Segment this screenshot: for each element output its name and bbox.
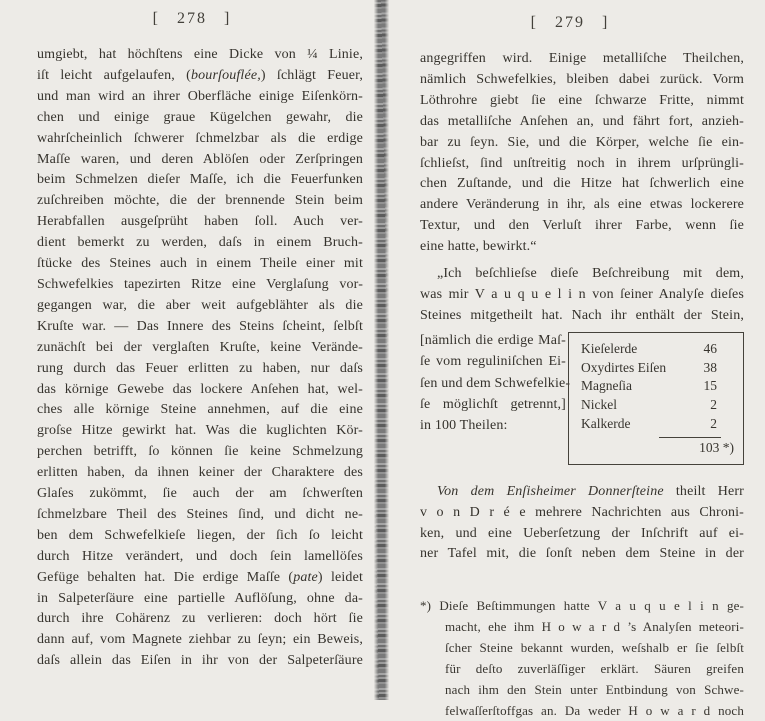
text-line: ſe vom reguliniſchen Ei- [420,354,566,370]
text-line: gegangen war, die aber weit aufgeblähter als die [37,297,363,313]
text-line: ner Tafel mit, die ſonſt neben dem Steine in der [420,546,744,562]
text-line: *) Dieſe Beſtimmungen hatte V a u q u e l i n ge- [420,598,744,614]
text-line: in 100 Theilen: [420,418,508,434]
left-page [37,8,363,696]
analysis-table [568,332,744,465]
text-line: erlitten haben, da ihnen keiner der Charaktere des [37,465,363,481]
text-line: ſe möglichſt getrennt,] [420,397,566,412]
text-line: ches alle körnige Steine annehmen, auf die eine [37,402,363,418]
text-line: groſse Hitze gewirkt hat. Was die kuglichten Kör- [37,423,363,439]
vauquelin-analysis-paragraph [420,264,744,327]
text-line: ſchmelzbare Theil des Steines ſind, und dicht ne- [37,506,363,522]
text-line: angegriffen wird. Einige metalliſche Theilchen, [420,51,744,66]
text-line: durch ihre Cohärenz zu verlieren: doch hört ſie [37,611,363,627]
text-line: das körnige Gewebe das lockere Anſehen hat, wel- [37,381,363,397]
text-line: für deſto zuverläſſiger erklärt. Säuren greifen [445,661,744,677]
text-line: Kruſte war. — Das Innere des Steins ſcheint, ſelbſt [37,318,363,334]
text-line: ſchlieſst, ſind unſtreitig noch in ihrem urſprüngli- [420,155,744,171]
text-line: dient bemerkt zu werden, daſs in einem Bruch- [37,235,363,251]
right-page-continuation-paragraph [420,49,744,258]
text-line: nämlich Schwefelkies, bleiben dabei zurück. Vorm [420,71,744,87]
text-line: chen Zuſtande, und die Hitze hat ſchwerlich eine [420,176,744,192]
text-line: macht, ehe ihm H o w a r d ’s Analyſen meteori- [445,619,744,635]
text-line: daſs allein das Eiſen in ihr von der Salpeterſäure [37,653,363,669]
table-row: Kieſelerde 46 [581,340,717,356]
analysis-section [420,330,744,465]
text-line: Von dem Enſisheimer Donnerſteine theilt Herr [437,483,744,499]
text-line: und man wird an ihrer Oberfläche einige Eiſenkörn- [37,88,363,104]
table-row: Kalkerde 2 [581,415,717,431]
text-line: nach ihm den Stein unter Entbindung von Schwe- [445,682,744,698]
text-line: Gefüge behalten hat. Die erdige Maſſe (pate) leidet [37,569,363,585]
text-line: ben dem Schwefelkieſe liegen, der ſich ſo leicht [37,527,363,543]
text-line: chen und einige graue Kügelchen gewahr, die [37,109,363,125]
text-line: perchen betrifft, ſo können ſie keine Schmelzung [37,444,363,460]
page-number-left: [ 278 ] [152,10,232,27]
book-gutter-shadow [374,0,389,700]
text-line: Schwefelkies tapezirten Ritze eine Verglaſung vor- [37,276,363,292]
text-line: rung durch das Feuer erlitten zu haben, nur daſs [37,360,363,376]
text-line: andere Veränderung in ihr, als eine etwas lockerere [420,197,744,213]
text-line: wahrſcheinlich ſchwerer ſchmelzbar als die erdige [37,130,363,146]
text-line: Löthrohre giebt ſie eine ſchwarze Fritte, nimmt [420,92,744,108]
text-line: eine hatte, bewirkt.“ [420,239,537,255]
text-line: ſtücke des Steines auch in einem Theile einer mit [37,256,363,272]
analysis-intro-text [420,330,571,437]
footnote [420,595,744,721]
text-line: zuſchreiben möchte, die der brennende Stein beim [37,193,363,209]
table-total: 103 *) [699,439,734,455]
analysis-table-rows [581,340,735,434]
text-line: „Ich beſchlieſse dieſe Beſchreibung mit dem, [437,266,744,282]
right-page [420,12,744,719]
table-row: Oxydirtes Eiſen 38 [581,359,717,375]
text-line: v o n D r é e mehrere Nachrichten aus Chroni- [420,504,744,520]
text-line: beim Schmelzen dieſer Maſſe, ich die Feuerfunken [37,172,363,188]
text-line: Steines mitgetheilt hat. Nach ihr enthält der Stein, [420,307,744,323]
table-row: Nickel 2 [581,397,717,413]
text-line: Glaſes zukömmt, ſie auch der am ſchwerſten [37,486,363,502]
text-line: [nämlich die erdige Maſ- [420,332,566,348]
text-line: ſcher Steine bekannt wurden, weſshalb er ſie ſelbſt [445,640,744,656]
text-line: Textur, und den Verluſt ihrer Farbe, wenn ſie [420,218,744,234]
text-line: Herabfallen ausgeſprüht haben ſoll. Auch ver- [37,214,363,230]
page-number-right: [ 279 ] [530,14,610,31]
text-line: felwaſſerſtoffgas an. Da weder H o w a r d noch [445,703,744,719]
text-line: durch Hitze verändert, und doch ſein lamellöſes [37,548,363,564]
text-line: Maſſe waren, und deren Ablöſen oder Zerſpringen [37,151,363,167]
ensisheim-paragraph [420,482,744,566]
table-row: Magneſia 15 [581,378,717,394]
text-line: dann auf, vom Magnete ziehbar zu ſeyn; ein Beweis, [37,632,363,648]
text-line: in Salpeterſäure eine partielle Auflöſung, ohne da- [37,590,363,606]
text-line: iſt leicht aufgelaufen, (bourſouflée,) ſchlägt Feuer, [37,67,363,83]
text-line: das metalliſche Anſehen an, und fährt fort, anzieh- [420,113,744,129]
text-line: ſen und dem Schwefelkie- [420,375,571,391]
text-line: umgiebt, hat höchſtens eine Dicke von ¼ Linie, [37,47,363,62]
text-line: was mir V a u q u e l i n von ſeiner Analyſe dieſes [420,286,744,302]
text-line: zunächſt bei der verglaſten Kruſte, keine Verände- [37,339,363,355]
text-line: bar zu ſeyn. Sie, und die Körper, welche ſie ein- [420,134,744,150]
left-page-text [37,45,363,672]
text-line: ken, und eine Ueberſetzung der Inſchrift auf ei- [420,525,744,541]
